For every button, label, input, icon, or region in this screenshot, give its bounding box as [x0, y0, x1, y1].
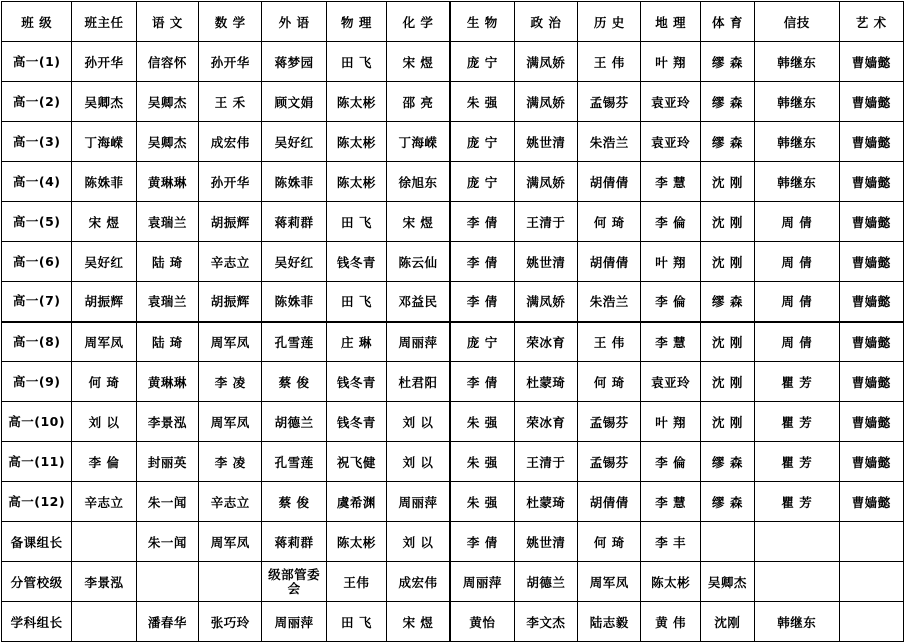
table-cell: 陈太彬 — [641, 562, 700, 602]
table-cell: 周 倩 — [755, 322, 839, 362]
table-body — [2, 42, 904, 642]
header-cell: 体 育 — [700, 2, 754, 42]
table-cell: 钱冬青 — [326, 362, 386, 402]
header-cell: 数 学 — [199, 2, 262, 42]
table-cell: 陆志毅 — [578, 602, 641, 642]
table-cell: 信容怀 — [136, 42, 198, 82]
header-cell: 化 学 — [387, 2, 450, 42]
table-cell: 辛志立 — [199, 482, 262, 522]
table-cell: 周丽萍 — [387, 482, 450, 522]
table-cell: 曹嫱懿 — [839, 402, 903, 442]
table-cell: 顾文娟 — [262, 82, 326, 122]
table-cell: 韩继东 — [755, 602, 839, 642]
table-cell: 曹嫱懿 — [839, 42, 903, 82]
row-label-cell: 高一(8) — [2, 322, 72, 362]
row-label-cell: 高一(7) — [2, 282, 72, 322]
table-cell: 陈云仙 — [387, 242, 450, 282]
table-cell: 李 倫 — [641, 202, 700, 242]
table-cell: 周丽萍 — [450, 562, 514, 602]
table-cell: 朱 强 — [450, 482, 514, 522]
table-cell: 周 倩 — [755, 242, 839, 282]
table-cell: 田 飞 — [326, 602, 386, 642]
table-row — [2, 202, 904, 242]
table-cell: 王清于 — [514, 442, 577, 482]
table-row — [2, 122, 904, 162]
table-cell: 黄 伟 — [641, 602, 700, 642]
table-row — [2, 162, 904, 202]
table-cell: 王清于 — [514, 202, 577, 242]
table-cell: 封丽英 — [136, 442, 198, 482]
table-row — [2, 442, 904, 482]
table-cell: 周军凤 — [578, 562, 641, 602]
table-cell: 陈太彬 — [326, 522, 386, 562]
table-cell: 胡倩倩 — [578, 242, 641, 282]
table-cell: 何 琦 — [578, 202, 641, 242]
table-cell: 孟锡芬 — [578, 442, 641, 482]
table-cell: 周丽萍 — [387, 322, 450, 362]
table-cell: 何 琦 — [578, 362, 641, 402]
table-cell: 虞希渊 — [326, 482, 386, 522]
table-cell: 曹嫱懿 — [839, 362, 903, 402]
table-cell: 刘 以 — [387, 522, 450, 562]
table-cell: 韩继东 — [755, 122, 839, 162]
table-row — [2, 562, 904, 602]
table-cell: 沈 刚 — [700, 322, 754, 362]
table-cell: 陈太彬 — [326, 162, 386, 202]
table-cell: 丁海嵘 — [387, 122, 450, 162]
table-row — [2, 362, 904, 402]
table-cell — [199, 562, 262, 602]
table-cell: 杜蒙琦 — [514, 362, 577, 402]
table-cell: 丁海嵘 — [72, 122, 136, 162]
table-cell: 杜君阳 — [387, 362, 450, 402]
table-cell: 沈 刚 — [700, 202, 754, 242]
table-cell: 袁亚玲 — [641, 122, 700, 162]
table-cell: 吴好红 — [262, 122, 326, 162]
table-cell: 缪 森 — [700, 82, 754, 122]
table-row — [2, 242, 904, 282]
table-cell: 李 慧 — [641, 162, 700, 202]
table-cell: 潘春华 — [136, 602, 198, 642]
table-cell: 孙开华 — [72, 42, 136, 82]
table-cell: 叶 翔 — [641, 242, 700, 282]
table-cell: 辛志立 — [72, 482, 136, 522]
table-cell: 周 倩 — [755, 282, 839, 322]
table-cell: 曹嫱懿 — [839, 122, 903, 162]
table-row — [2, 482, 904, 522]
table-cell: 田 飞 — [326, 282, 386, 322]
table-cell: 庄 琳 — [326, 322, 386, 362]
table-cell: 叶 翔 — [641, 402, 700, 442]
table-cell: 李 凌 — [199, 362, 262, 402]
table-cell: 李 倫 — [72, 442, 136, 482]
table-cell: 蔡 俊 — [262, 482, 326, 522]
table-cell: 陈姝菲 — [262, 162, 326, 202]
table-row — [2, 522, 904, 562]
table-cell: 李景泓 — [72, 562, 136, 602]
table-cell: 缪 森 — [700, 482, 754, 522]
table-cell: 姚世清 — [514, 242, 577, 282]
table-cell: 袁亚玲 — [641, 82, 700, 122]
header-cell: 外 语 — [262, 2, 326, 42]
table-row — [2, 42, 904, 82]
row-label-cell: 高一(5) — [2, 202, 72, 242]
table-cell: 陈姝菲 — [72, 162, 136, 202]
table-cell: 胡倩倩 — [578, 162, 641, 202]
table-cell: 胡振辉 — [72, 282, 136, 322]
table-cell: 杜蒙琦 — [514, 482, 577, 522]
table-cell — [72, 602, 136, 642]
table-cell: 庞 宁 — [450, 162, 514, 202]
table-cell: 宋 煜 — [387, 42, 450, 82]
table-cell: 满凤娇 — [514, 282, 577, 322]
table-cell: 姚世清 — [514, 122, 577, 162]
table-cell: 李 倫 — [641, 282, 700, 322]
table-cell: 庞 宁 — [450, 322, 514, 362]
table-cell: 李 倫 — [641, 442, 700, 482]
table-cell: 姚世清 — [514, 522, 577, 562]
table-cell: 王伟 — [326, 562, 386, 602]
table-cell: 田 飞 — [326, 42, 386, 82]
table-cell: 曹嫱懿 — [839, 162, 903, 202]
table-cell: 徐旭东 — [387, 162, 450, 202]
table-cell: 周军凤 — [72, 322, 136, 362]
table-cell: 辛志立 — [199, 242, 262, 282]
table-cell: 孔雪莲 — [262, 322, 326, 362]
header-cell: 地 理 — [641, 2, 700, 42]
table-cell: 蒋莉群 — [262, 522, 326, 562]
table-cell: 祝飞健 — [326, 442, 386, 482]
table-cell: 孟锡芬 — [578, 402, 641, 442]
row-label-cell: 高一(2) — [2, 82, 72, 122]
table-cell: 成宏伟 — [199, 122, 262, 162]
table-cell: 满凤娇 — [514, 82, 577, 122]
table-cell: 沈 刚 — [700, 402, 754, 442]
row-label-cell: 高一(11) — [2, 442, 72, 482]
table-cell: 田 飞 — [326, 202, 386, 242]
table-cell — [839, 522, 903, 562]
table-cell: 瞿 芳 — [755, 402, 839, 442]
table-cell: 蒋莉群 — [262, 202, 326, 242]
table-cell: 何 琦 — [72, 362, 136, 402]
table-cell: 周军凤 — [199, 402, 262, 442]
table-cell: 黄琳琳 — [136, 162, 198, 202]
table-cell — [755, 522, 839, 562]
table-cell: 李 慧 — [641, 482, 700, 522]
header-cell: 班主任 — [72, 2, 136, 42]
table-cell: 胡倩倩 — [578, 482, 641, 522]
header-row — [2, 2, 904, 42]
row-label-cell: 学科组长 — [2, 602, 72, 642]
row-label-cell: 高一(4) — [2, 162, 72, 202]
table-cell: 荣冰育 — [514, 322, 577, 362]
table-cell: 黄怡 — [450, 602, 514, 642]
table-cell: 沈 刚 — [700, 162, 754, 202]
table-cell: 蔡 俊 — [262, 362, 326, 402]
header-cell: 历 史 — [578, 2, 641, 42]
table-cell: 钱冬青 — [326, 402, 386, 442]
table-cell: 成宏伟 — [387, 562, 450, 602]
table-cell: 李 慧 — [641, 322, 700, 362]
table-cell: 宋 煜 — [387, 202, 450, 242]
table-cell: 曹嫱懿 — [839, 282, 903, 322]
table-cell: 韩继东 — [755, 162, 839, 202]
table-cell: 王 伟 — [578, 322, 641, 362]
class-teacher-table — [1, 1, 904, 642]
table-cell: 周丽萍 — [262, 602, 326, 642]
table-cell: 吴卿杰 — [136, 122, 198, 162]
table-cell: 宋 煜 — [387, 602, 450, 642]
table-cell: 庞 宁 — [450, 122, 514, 162]
table-cell: 钱冬青 — [326, 242, 386, 282]
table-cell: 曹嫱懿 — [839, 202, 903, 242]
table-cell: 荣冰育 — [514, 402, 577, 442]
table-cell: 沈 刚 — [700, 362, 754, 402]
table-cell: 朱一闻 — [136, 522, 198, 562]
table-cell: 曹嫱懿 — [839, 82, 903, 122]
table-cell: 满凤娇 — [514, 42, 577, 82]
table-cell: 朱 强 — [450, 402, 514, 442]
table-cell: 邵 亮 — [387, 82, 450, 122]
table-cell: 胡德兰 — [514, 562, 577, 602]
table-row — [2, 282, 904, 322]
table-cell — [839, 602, 903, 642]
row-label-cell: 高一(3) — [2, 122, 72, 162]
table-cell: 蒋梦园 — [262, 42, 326, 82]
table-cell: 朱浩兰 — [578, 122, 641, 162]
table-cell: 缪 森 — [700, 42, 754, 82]
table-cell: 李 倩 — [450, 242, 514, 282]
table-cell: 周军凤 — [199, 322, 262, 362]
table-row — [2, 322, 904, 362]
table-cell: 李文杰 — [514, 602, 577, 642]
table-cell: 朱浩兰 — [578, 282, 641, 322]
table-cell: 刘 以 — [72, 402, 136, 442]
table-cell: 陈太彬 — [326, 122, 386, 162]
table-cell: 曹嫱懿 — [839, 322, 903, 362]
table-cell: 瞿 芳 — [755, 442, 839, 482]
table-cell: 吴好红 — [262, 242, 326, 282]
table-cell: 王 伟 — [578, 42, 641, 82]
table-cell: 庞 宁 — [450, 42, 514, 82]
table-cell: 韩继东 — [755, 42, 839, 82]
table-cell: 陆 琦 — [136, 322, 198, 362]
table-cell: 叶 翔 — [641, 42, 700, 82]
table-cell — [700, 522, 754, 562]
row-label-cell: 高一(6) — [2, 242, 72, 282]
table-cell: 韩继东 — [755, 82, 839, 122]
table-cell — [755, 562, 839, 602]
table-cell: 周军凤 — [199, 522, 262, 562]
table-cell: 李 倩 — [450, 202, 514, 242]
table-cell: 胡德兰 — [262, 402, 326, 442]
row-label-cell: 分管校级 — [2, 562, 72, 602]
table-cell: 邓益民 — [387, 282, 450, 322]
table-cell: 李 倩 — [450, 362, 514, 402]
row-label-cell: 高一(10) — [2, 402, 72, 442]
table-cell — [839, 562, 903, 602]
table-cell: 袁瑞兰 — [136, 282, 198, 322]
row-label-cell: 高一(1) — [2, 42, 72, 82]
table-cell: 沈刚 — [700, 602, 754, 642]
table-cell: 曹嫱懿 — [839, 242, 903, 282]
table-cell: 朱 强 — [450, 82, 514, 122]
table-cell: 何 琦 — [578, 522, 641, 562]
table-cell: 朱 强 — [450, 442, 514, 482]
table-cell: 瞿 芳 — [755, 362, 839, 402]
header-cell: 班 级 — [2, 2, 72, 42]
table-cell: 孟锡芬 — [578, 82, 641, 122]
table-cell: 周 倩 — [755, 202, 839, 242]
table-cell: 黄琳琳 — [136, 362, 198, 402]
table-cell: 胡振辉 — [199, 202, 262, 242]
table-cell: 李景泓 — [136, 402, 198, 442]
table-cell: 陆 琦 — [136, 242, 198, 282]
table-cell: 袁瑞兰 — [136, 202, 198, 242]
header-cell: 语 文 — [136, 2, 198, 42]
header-cell: 物 理 — [326, 2, 386, 42]
row-label-cell: 备课组长 — [2, 522, 72, 562]
table-row — [2, 82, 904, 122]
table-cell: 级部管委会 — [262, 562, 326, 602]
header-cell: 信技 — [755, 2, 839, 42]
table-row — [2, 602, 904, 642]
table-cell: 张巧玲 — [199, 602, 262, 642]
table-cell: 陈姝菲 — [262, 282, 326, 322]
table-cell: 吴好红 — [72, 242, 136, 282]
row-label-cell: 高一(9) — [2, 362, 72, 402]
table-cell — [136, 562, 198, 602]
row-label-cell: 高一(12) — [2, 482, 72, 522]
table-cell: 李 倩 — [450, 282, 514, 322]
table-cell: 朱一闻 — [136, 482, 198, 522]
table-cell: 袁亚玲 — [641, 362, 700, 402]
table-cell — [72, 522, 136, 562]
table-cell: 缪 森 — [700, 282, 754, 322]
table-cell: 吴卿杰 — [72, 82, 136, 122]
table-cell: 孙开华 — [199, 162, 262, 202]
table-cell: 满凤娇 — [514, 162, 577, 202]
table-cell: 王 禾 — [199, 82, 262, 122]
table-cell: 刘 以 — [387, 402, 450, 442]
table-cell: 吴卿杰 — [700, 562, 754, 602]
table-cell: 沈 刚 — [700, 242, 754, 282]
table-cell: 李 倩 — [450, 522, 514, 562]
table-cell: 缪 森 — [700, 122, 754, 162]
table-cell: 曹嫱懿 — [839, 482, 903, 522]
table-cell: 缪 森 — [700, 442, 754, 482]
header-cell: 政 治 — [514, 2, 577, 42]
table-cell: 宋 煜 — [72, 202, 136, 242]
header-cell: 生 物 — [450, 2, 514, 42]
table-cell: 孙开华 — [199, 42, 262, 82]
table-cell: 李 丰 — [641, 522, 700, 562]
table-cell: 李 凌 — [199, 442, 262, 482]
table-cell: 胡振辉 — [199, 282, 262, 322]
header-cell: 艺 术 — [839, 2, 903, 42]
table-cell: 瞿 芳 — [755, 482, 839, 522]
table-cell: 曹嫱懿 — [839, 442, 903, 482]
table-cell: 陈太彬 — [326, 82, 386, 122]
table-cell: 刘 以 — [387, 442, 450, 482]
table-cell: 孔雪莲 — [262, 442, 326, 482]
table-cell: 吴卿杰 — [136, 82, 198, 122]
table-row — [2, 402, 904, 442]
